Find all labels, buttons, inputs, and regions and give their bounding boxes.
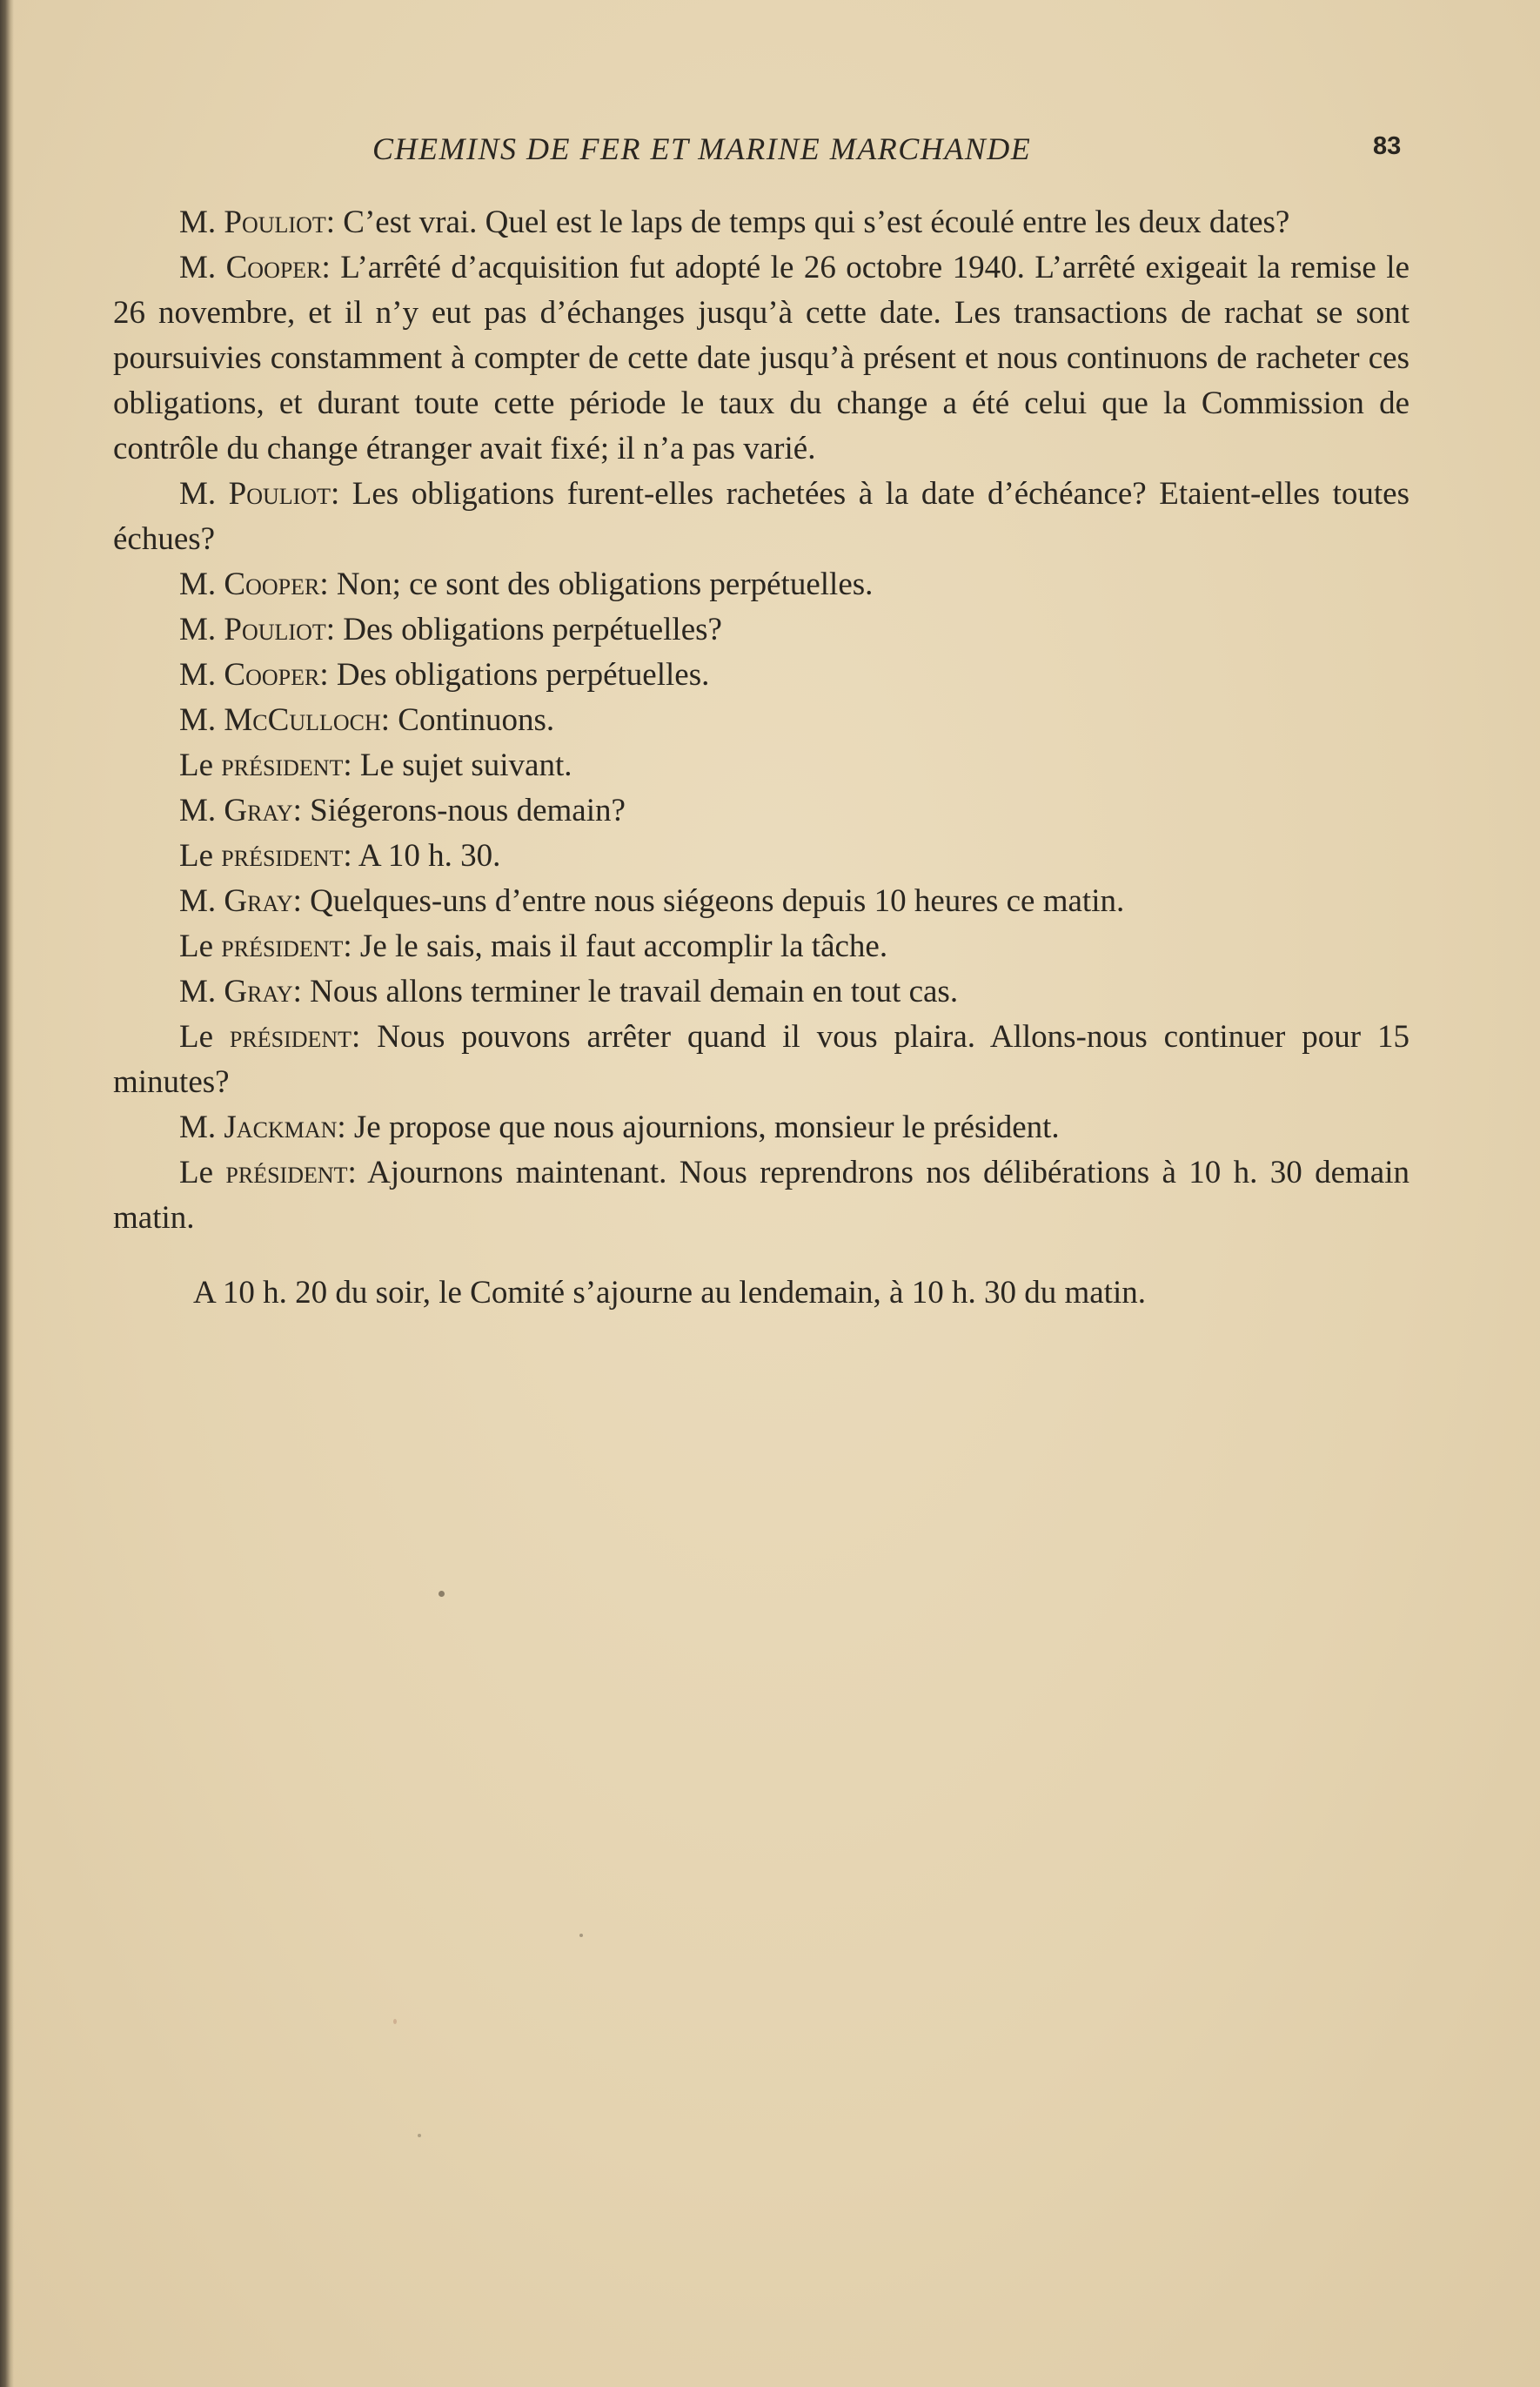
paper-speck [418,2134,421,2137]
entry-text: : Des obligations perpétuelles? [325,612,722,647]
speaker-prefix: M. [179,974,224,1009]
speaker-prefix: Le [179,929,222,964]
speaker-prefix: M. [179,1110,224,1145]
speaker-name: Cooper [224,567,320,602]
speaker-name: président [221,929,344,964]
binding-edge [0,0,14,2387]
speaker-name: président [221,838,344,874]
speaker-prefix: M. [179,657,224,693]
transcript-entry [113,245,1409,472]
transcript-entry [113,834,1409,879]
transcript-entry [113,698,1409,743]
transcript-entry [113,969,1409,1015]
entry-text: : Nous allons terminer le travail demain en tout cas. [292,974,959,1009]
speaker-prefix: M. [179,250,226,285]
paper-speck [579,1934,583,1937]
speaker-prefix: M. [179,205,224,240]
transcript-entry [113,653,1409,698]
entry-text: : Nous pouvons arrêter quand il vous plaira. Allons-nous continuer pour 15 minutes? [113,1019,1409,1100]
adjournment-note: A 10 h. 20 du soir, le Comité s’ajourne au lendemain, à 10 h. 30 du matin. [193,1275,1146,1311]
transcript-entry [113,1105,1409,1150]
page-number: 83 [1373,132,1402,160]
running-title: CHEMINS DE FER ET MARINE MARCHANDE [372,131,1032,166]
transcript-entry [113,743,1409,788]
speaker-prefix: Le [179,748,222,783]
speaker-prefix: M. [179,702,224,738]
speaker-name: président [225,1155,348,1190]
entry-text: : Je le sais, mais il faut accomplir la tâche. [343,929,888,964]
entry-text: : Ajournons maintenant. Nous reprendrons nos délibérations à 10 h. 30 demain matin. [113,1155,1409,1236]
speaker-prefix: Le [179,1155,226,1190]
entry-text: : L’arrêté d’acquisition fut adopté le 26 octobre 1940. L’arrêté exigeait la remise le 26 novembre, et il n’y eut pas d’échanges jusqu’à cette date. Les transactions de rachat se sont poursuivies constamment à compter de cette date jusqu’à présent et nous continuons de racheter ces obligations, et durant toute cette période le taux du change a été celui que la Commission de contrôle du change étranger avait fixé; il n’a pas varié. [113,250,1410,466]
speaker-name: Gray [224,883,293,919]
speaker-name: Pouliot [228,476,331,512]
transcript-entry [113,607,1409,653]
entry-text: : Les obligations furent-elles rachetées à la date d’échéance? Etaient-elles toutes échues? [113,476,1409,557]
speaker-prefix: M. [179,476,229,512]
entry-text: : Je propose que nous ajournions, monsieur le président. [337,1110,1060,1145]
transcript-entry [113,1150,1409,1241]
transcript-entry [113,879,1409,924]
speaker-name: Pouliot [224,205,326,240]
entry-text: : Le sujet suivant. [343,748,572,783]
speaker-name: président [221,748,344,783]
transcript-entry [113,924,1409,969]
transcript-entry [113,1015,1409,1105]
speaker-name: président [229,1019,352,1055]
speaker-name: Gray [224,793,293,828]
speaker-name: Cooper [225,250,322,285]
transcript-entry [113,200,1409,245]
speaker-prefix: M. [179,612,224,647]
speaker-prefix: Le [179,838,222,874]
speaker-name: Gray [224,974,293,1009]
entry-text: : Des obligations perpétuelles. [319,657,710,693]
entry-text: : Continuons. [380,702,555,738]
transcript-entry [113,562,1409,607]
transcript-body [113,200,1409,1316]
speaker-prefix: M. [179,567,224,602]
entry-text: : C’est vrai. Quel est le laps de temps qui s’est écoulé entre les deux dates? [325,205,1290,240]
transcript-entry [113,788,1409,834]
speaker-prefix: M. [179,883,224,919]
speaker-name: Cooper [224,657,320,693]
speaker-prefix: M. [179,793,224,828]
speaker-name: McCulloch [224,702,381,738]
speaker-prefix: Le [179,1019,230,1055]
speaker-name: Pouliot [224,612,326,647]
entry-text: : Siégerons-nous demain? [292,793,626,828]
paper-speck [393,2019,397,2024]
transcript-entry [113,472,1409,562]
entry-text: : Quelques-uns d’entre nous siégeons depuis 10 heures ce matin. [292,883,1125,919]
entry-text: : A 10 h. 30. [343,838,501,874]
paper-speck [439,1591,445,1597]
entry-text: : Non; ce sont des obligations perpétuelles. [319,567,874,602]
running-head [0,131,1540,183]
speaker-name: Jackman [224,1110,338,1145]
